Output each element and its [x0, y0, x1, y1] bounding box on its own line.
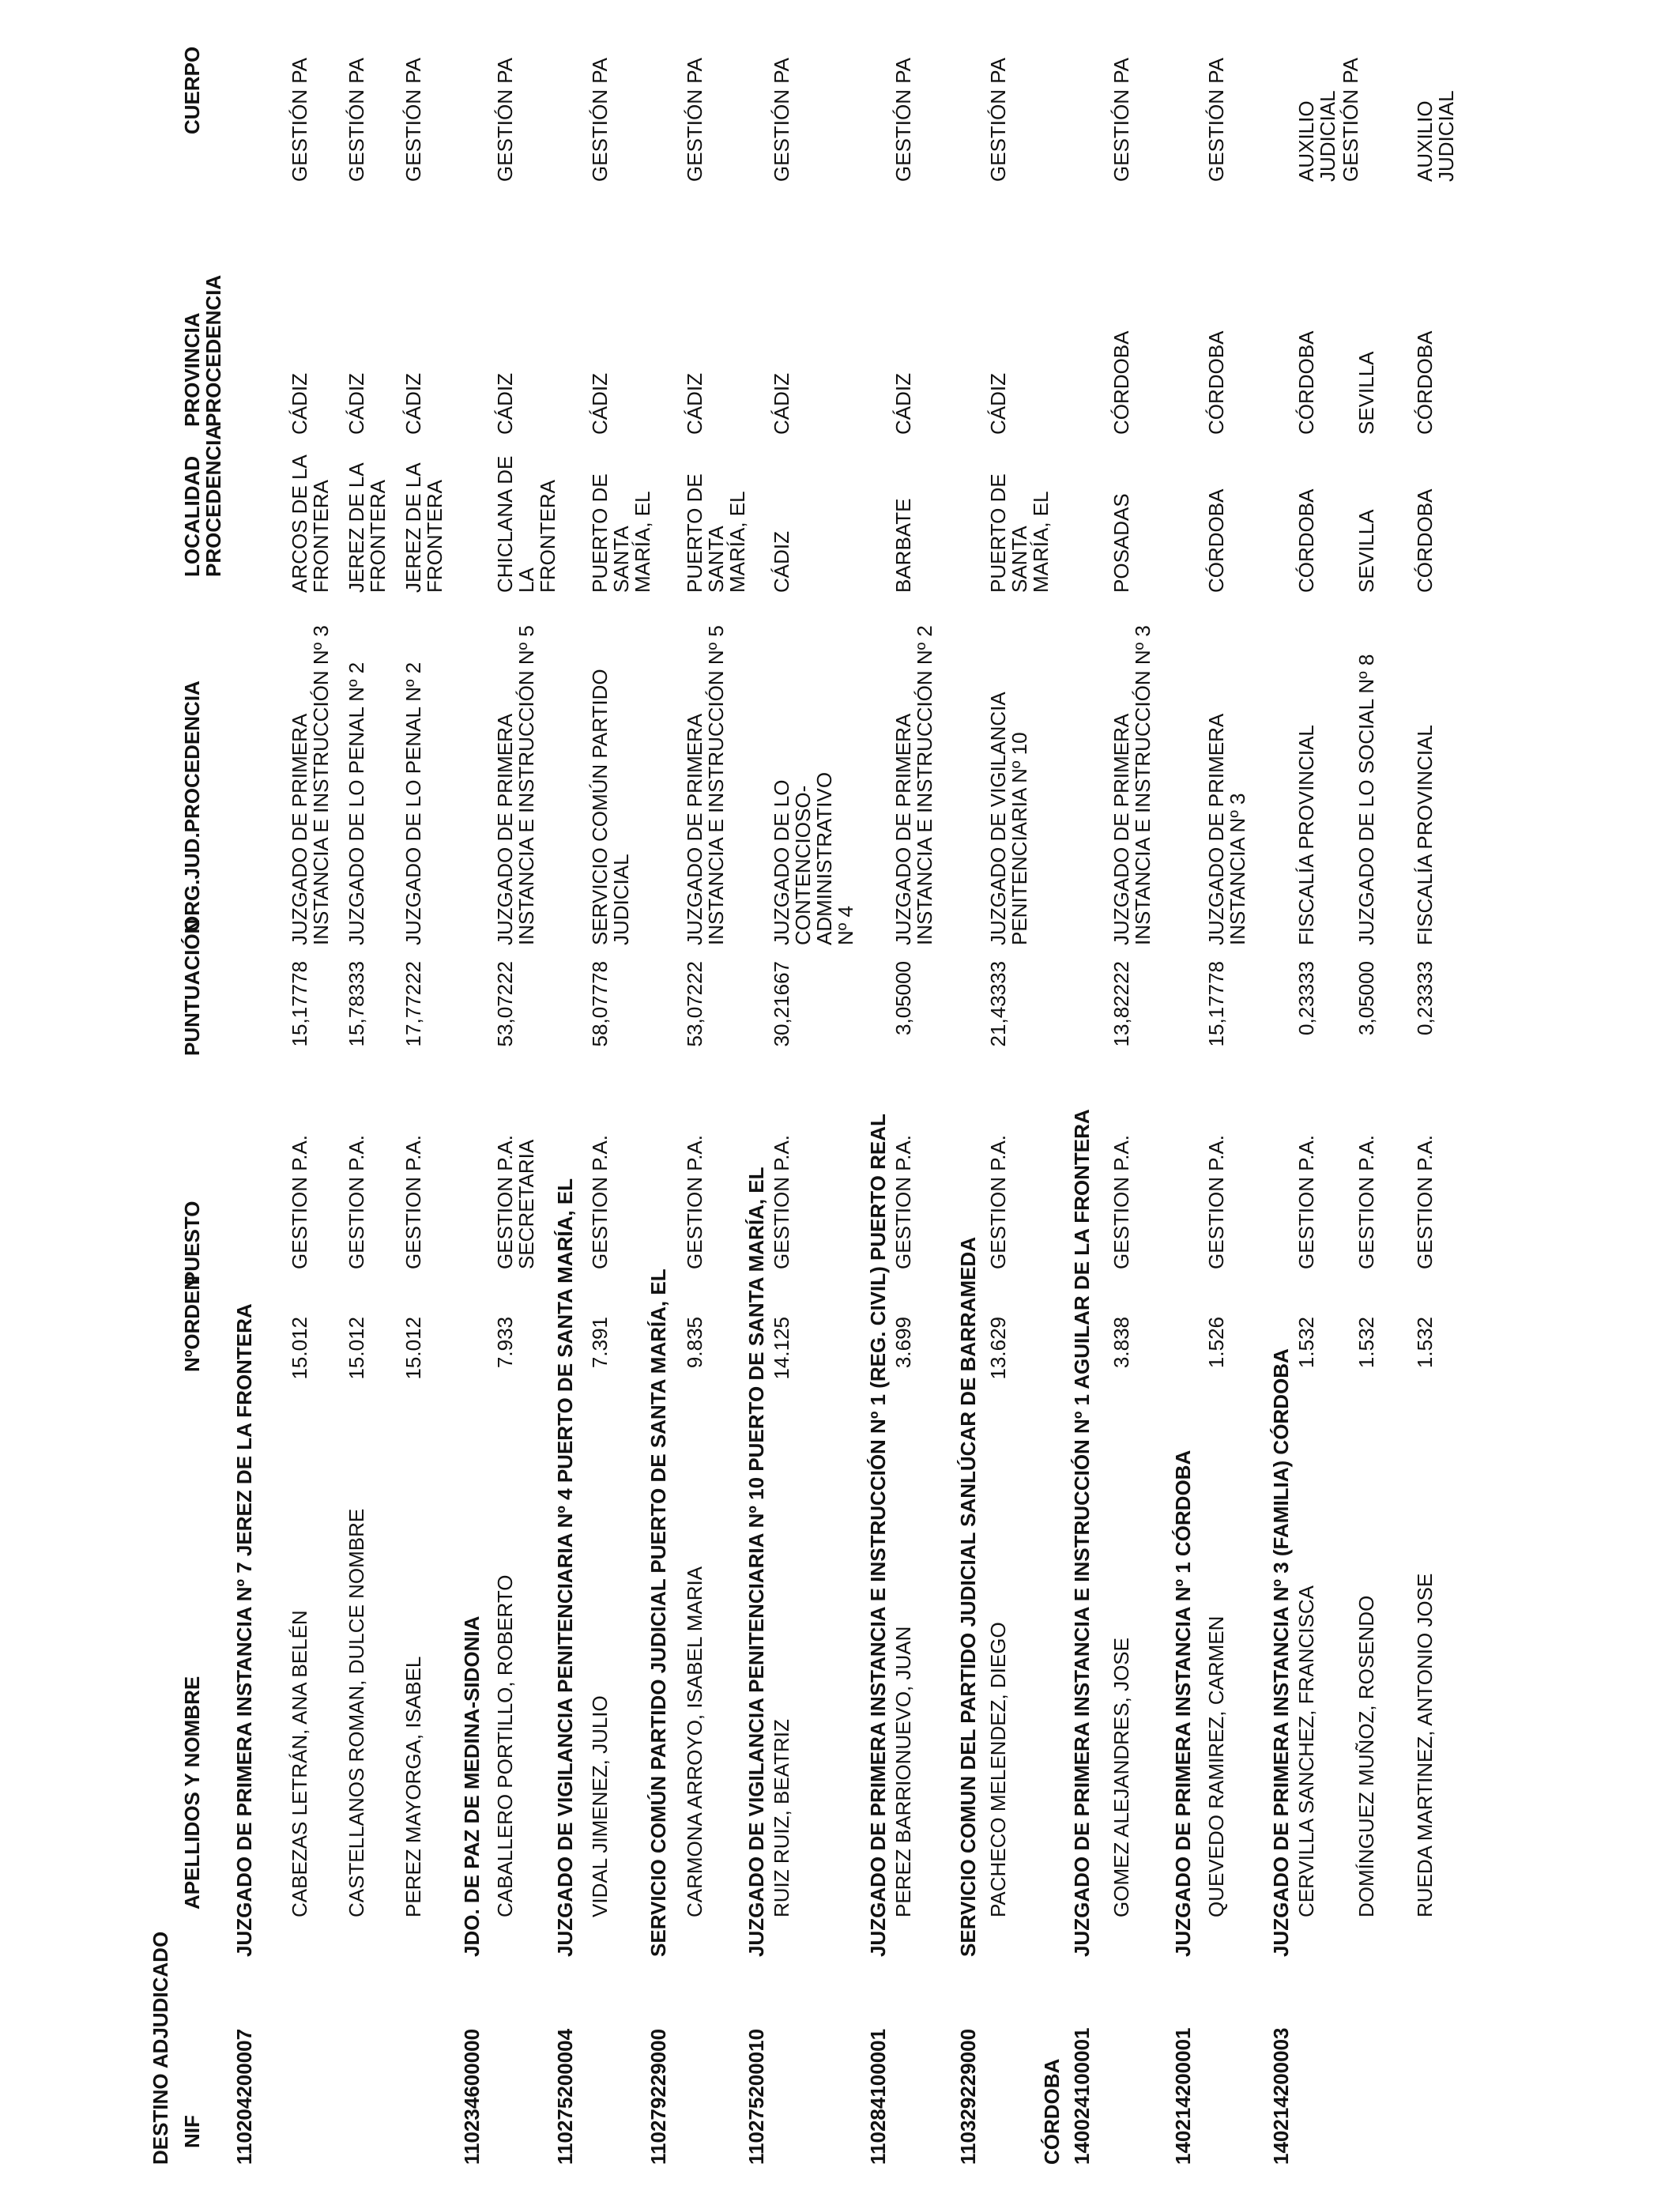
- row-nombre: CERVILLA SANCHEZ, FRANCISCA: [1294, 1585, 1318, 1917]
- row-orden: 1.532: [1354, 1317, 1378, 1369]
- row-nombre: CABALLERO PORTILLO, ROBERTO: [493, 1574, 517, 1917]
- row-cuerpo: GESTIÓN PA: [770, 58, 793, 182]
- row-puesto: GESTION P.A.: [588, 1134, 612, 1269]
- row-cuerpo: GESTIÓN PA: [493, 58, 517, 182]
- header-organo: ORG.JUD.PROCEDENCIA: [180, 680, 204, 932]
- row-orden: 13.629: [986, 1317, 1010, 1380]
- row-puntuacion: 17,77222: [401, 961, 425, 1047]
- row-localidad: CHICLANA DE LA FRONTERA: [493, 455, 559, 593]
- row-organo: SERVICIO COMÚN PARTIDO JUDICIAL: [588, 669, 633, 945]
- group-code: 110329229000: [956, 2028, 980, 2165]
- row-cuerpo: GESTIÓN PA: [986, 58, 1010, 182]
- row-provincia: CÁDIZ: [986, 373, 1010, 435]
- row-puntuacion: 58,07778: [588, 961, 612, 1047]
- row-provincia: CÓRDOBA: [1413, 330, 1437, 435]
- row-nombre: RUEDA MARTINEZ, ANTONIO JOSE: [1413, 1573, 1437, 1917]
- row-localidad: ARCOS DE LA FRONTERA: [288, 455, 333, 593]
- row-puntuacion: 3,05000: [891, 961, 915, 1035]
- row-orden: 3.838: [1109, 1317, 1133, 1369]
- row-organo: JUZGADO DE LO CONTENCIOSO-ADMINISTRATIVO Nº 4: [770, 771, 857, 945]
- row-puesto: GESTION P.A.: [1204, 1134, 1228, 1269]
- row-provincia: CÁDIZ: [683, 373, 706, 435]
- row-organo: JUZGADO DE VIGILANCIA PENITENCIARIA Nº 10: [986, 692, 1031, 945]
- group-code: 110204200007: [232, 2028, 256, 2165]
- row-puesto: GESTION P.A.: [1109, 1134, 1133, 1269]
- document-title: DESTINO ADJUDICADO: [149, 1931, 172, 2165]
- row-orden: 1.526: [1204, 1317, 1228, 1369]
- row-orden: 14.125: [770, 1317, 793, 1380]
- row-localidad: JEREZ DE LA FRONTERA: [401, 463, 446, 593]
- header-nombre: APELLIDOS Y NOMBRE: [180, 1676, 204, 1909]
- group-code: 110279229000: [646, 2028, 670, 2165]
- group-name: JUZGADO DE PRIMERA INSTANCIA E INSTRUCCIÓN Nº 1 (REG. CIVIL) PUERTO REAL: [866, 1114, 890, 1957]
- row-orden: 7.933: [493, 1317, 517, 1369]
- row-nombre: CARMONA ARROYO, ISABEL MARIA: [683, 1566, 706, 1917]
- row-cuerpo: GESTIÓN PA: [1204, 58, 1228, 182]
- row-organo: JUZGADO DE PRIMERA INSTANCIA Nº 3: [1204, 714, 1249, 945]
- group-code: 110234600000: [460, 2028, 484, 2165]
- group-name: JUZGADO DE PRIMERA INSTANCIA Nº 7 JEREZ DE LA FRONTERA: [232, 1303, 256, 1957]
- row-provincia: CÁDIZ: [288, 373, 311, 435]
- row-localidad: PUERTO DE SANTA MARÍA, EL: [588, 473, 654, 593]
- header-provincia: PROVINCIA PROCEDENCIA: [180, 274, 225, 427]
- row-puntuacion: 3,05000: [1354, 961, 1378, 1035]
- row-provincia: CÁDIZ: [891, 373, 915, 435]
- row-cuerpo: GESTIÓN PA: [288, 58, 311, 182]
- row-provincia: SEVILLA: [1354, 351, 1378, 435]
- row-cuerpo: AUXILIO JUDICIAL: [1294, 90, 1339, 182]
- row-nombre: RUIZ RUIZ, BEATRIZ: [770, 1719, 793, 1917]
- row-nombre: PEREZ MAYORGA, ISABEL: [401, 1656, 425, 1917]
- row-orden: 3.699: [891, 1317, 915, 1369]
- row-organo: FISCALÍA PROVINCIAL: [1294, 725, 1318, 945]
- row-organo: FISCALÍA PROVINCIAL: [1413, 725, 1437, 945]
- row-orden: 15.012: [345, 1317, 368, 1380]
- row-nombre: QUEVEDO RAMIREZ, CARMEN: [1204, 1615, 1228, 1917]
- row-orden: 15.012: [401, 1317, 425, 1380]
- group-code: 140214200001: [1171, 2027, 1195, 2165]
- row-orden: 1.532: [1294, 1317, 1318, 1369]
- row-organo: JUZGADO DE PRIMERA INSTANCIA E INSTRUCCIÓN Nº 2: [891, 625, 936, 945]
- group-name: SERVICIO COMÚN PARTIDO JUDICIAL PUERTO DE SANTA MARÍA, EL: [646, 1269, 670, 1957]
- province-section-title: CÓRDOBA: [1040, 2058, 1064, 2165]
- row-cuerpo: GESTIÓN PA: [588, 58, 612, 182]
- row-nombre: VIDAL JIMENEZ, JULIO: [588, 1695, 612, 1917]
- row-provincia: CÁDIZ: [770, 373, 793, 435]
- group-code: 140024100001: [1070, 2027, 1094, 2165]
- group-name: JUZGADO DE PRIMERA INSTANCIA E INSTRUCCIÓN Nº 1 AGUILAR DE LA FRONTERA: [1070, 1109, 1094, 1957]
- row-localidad: CÓRDOBA: [1204, 488, 1228, 593]
- group-name: JUZGADO DE PRIMERA INSTANCIA Nº 1 CÓRDOBA: [1171, 1449, 1195, 1957]
- row-cuerpo: GESTIÓN PA: [345, 58, 368, 182]
- header-localidad: LOCALIDAD PROCEDENCIA: [180, 424, 225, 577]
- group-name: JUZGADO DE PRIMERA INSTANCIA Nº 3 (FAMILIA) CÓRDOBA: [1269, 1348, 1293, 1957]
- row-provincia: CÁDIZ: [588, 373, 612, 435]
- row-puntuacion: 13,82222: [1109, 961, 1133, 1047]
- group-code: 140214200003: [1269, 2027, 1293, 2165]
- row-orden: 7.391: [588, 1317, 612, 1369]
- row-localidad: CÓRDOBA: [1294, 488, 1318, 593]
- row-cuerpo: GESTIÓN PA: [683, 58, 706, 182]
- row-cuerpo: GESTIÓN PA: [401, 58, 425, 182]
- row-organo: JUZGADO DE LO PENAL Nº 2: [345, 662, 368, 945]
- row-provincia: CÓRDOBA: [1294, 330, 1318, 435]
- group-name: JDO. DE PAZ DE MEDINA-SIDONIA: [460, 1615, 484, 1957]
- row-puntuacion: 15,78333: [345, 961, 368, 1047]
- row-provincia: CÓRDOBA: [1109, 330, 1133, 435]
- row-localidad: PUERTO DE SANTA MARÍA, EL: [683, 473, 749, 593]
- row-puesto: GESTION P.A.: [770, 1134, 793, 1269]
- header-orden: NºORDEN: [180, 1275, 204, 1372]
- header-puntuacion: PUNTUACIÓN: [180, 918, 204, 1056]
- row-puesto: GESTION P.A.: [891, 1134, 915, 1269]
- row-localidad: CÁDIZ: [770, 531, 793, 593]
- row-localidad: PUERTO DE SANTA MARÍA, EL: [986, 473, 1053, 593]
- row-puesto: GESTION P.A.: [683, 1134, 706, 1269]
- row-organo: JUZGADO DE PRIMERA INSTANCIA E INSTRUCCIÓN Nº 5: [683, 625, 728, 945]
- row-provincia: CÁDIZ: [493, 373, 517, 435]
- header-nif: NIF: [180, 2115, 204, 2148]
- header-cuerpo: CUERPO: [180, 46, 204, 134]
- row-puesto: GESTION P.A.: [401, 1134, 425, 1269]
- row-nombre: CABEZAS LETRÁN, ANA BELÉN: [288, 1610, 311, 1917]
- group-code: 110275200010: [744, 2028, 768, 2165]
- row-organo: JUZGADO DE PRIMERA INSTANCIA E INSTRUCCIÓN Nº 3: [1109, 625, 1155, 945]
- row-provincia: CÁDIZ: [401, 373, 425, 435]
- row-localidad: SEVILLA: [1354, 509, 1378, 593]
- row-puntuacion: 15,17778: [288, 961, 311, 1047]
- row-puesto: GESTION P.A.: [986, 1134, 1010, 1269]
- row-cuerpo: GESTIÓN PA: [891, 58, 915, 182]
- row-nombre: GOMEZ ALEJANDRES, JOSE: [1109, 1638, 1133, 1917]
- row-puntuacion: 30,21667: [770, 961, 793, 1047]
- row-puesto: GESTION P.A.: [1294, 1134, 1318, 1269]
- group-code: 110275200004: [553, 2028, 577, 2165]
- row-puesto: GESTION P.A.: [1413, 1134, 1437, 1269]
- row-puntuacion: 53,07222: [683, 961, 706, 1047]
- group-name: JUZGADO DE VIGILANCIA PENITENCIARIA Nº 10 PUERTO DE SANTA MARÍA, EL: [744, 1167, 768, 1957]
- row-puntuacion: 21,43333: [986, 961, 1010, 1047]
- group-code: 110284100001: [866, 2028, 890, 2165]
- row-nombre: PACHECO MELENDEZ, DIEGO: [986, 1622, 1010, 1917]
- row-cuerpo: GESTIÓN PA: [1339, 58, 1362, 182]
- row-puesto: GESTION P.A.: [288, 1134, 311, 1269]
- row-nombre: CASTELLANOS ROMAN, DULCE NOMBRE: [345, 1508, 368, 1917]
- row-organo: JUZGADO DE PRIMERA INSTANCIA E INSTRUCCIÓN Nº 5: [493, 625, 538, 945]
- row-provincia: CÓRDOBA: [1204, 330, 1228, 435]
- row-localidad: BARBATE: [891, 498, 915, 593]
- row-orden: 1.532: [1413, 1317, 1437, 1369]
- row-puesto: GESTION P.A.: [345, 1134, 368, 1269]
- row-orden: 9.835: [683, 1317, 706, 1369]
- row-puntuacion: 0,23333: [1294, 961, 1318, 1035]
- row-puntuacion: 15,17778: [1204, 961, 1228, 1047]
- header-puesto: PUESTO: [180, 1201, 204, 1285]
- row-localidad: CÓRDOBA: [1413, 488, 1437, 593]
- row-cuerpo: AUXILIO JUDICIAL: [1413, 90, 1458, 182]
- row-cuerpo: GESTIÓN PA: [1109, 58, 1133, 182]
- row-puntuacion: 53,07222: [493, 961, 517, 1047]
- row-puesto: GESTION P.A. SECRETARIA: [493, 1134, 538, 1269]
- row-nombre: PEREZ BARRIONUEVO, JUAN: [891, 1626, 915, 1917]
- row-nombre: DOMÍNGUEZ MUÑOZ, ROSENDO: [1354, 1595, 1378, 1917]
- row-organo: JUZGADO DE PRIMERA INSTANCIA E INSTRUCCIÓN Nº 3: [288, 625, 333, 945]
- row-provincia: CÁDIZ: [345, 373, 368, 435]
- row-localidad: JEREZ DE LA FRONTERA: [345, 463, 390, 593]
- row-organo: JUZGADO DE LO SOCIAL Nº 8: [1354, 654, 1378, 945]
- row-localidad: POSADAS: [1109, 493, 1133, 593]
- row-puesto: GESTION P.A.: [1354, 1134, 1378, 1269]
- row-orden: 15.012: [288, 1317, 311, 1380]
- group-name: JUZGADO DE VIGILANCIA PENITENCIARIA Nº 4 PUERTO DE SANTA MARÍA, EL: [553, 1178, 577, 1957]
- row-puntuacion: 0,23333: [1413, 961, 1437, 1035]
- group-name: SERVICIO COMUN DEL PARTIDO JUDICIAL SANLÚCAR DE BARRAMEDA: [956, 1236, 980, 1957]
- row-organo: JUZGADO DE LO PENAL Nº 2: [401, 662, 425, 945]
